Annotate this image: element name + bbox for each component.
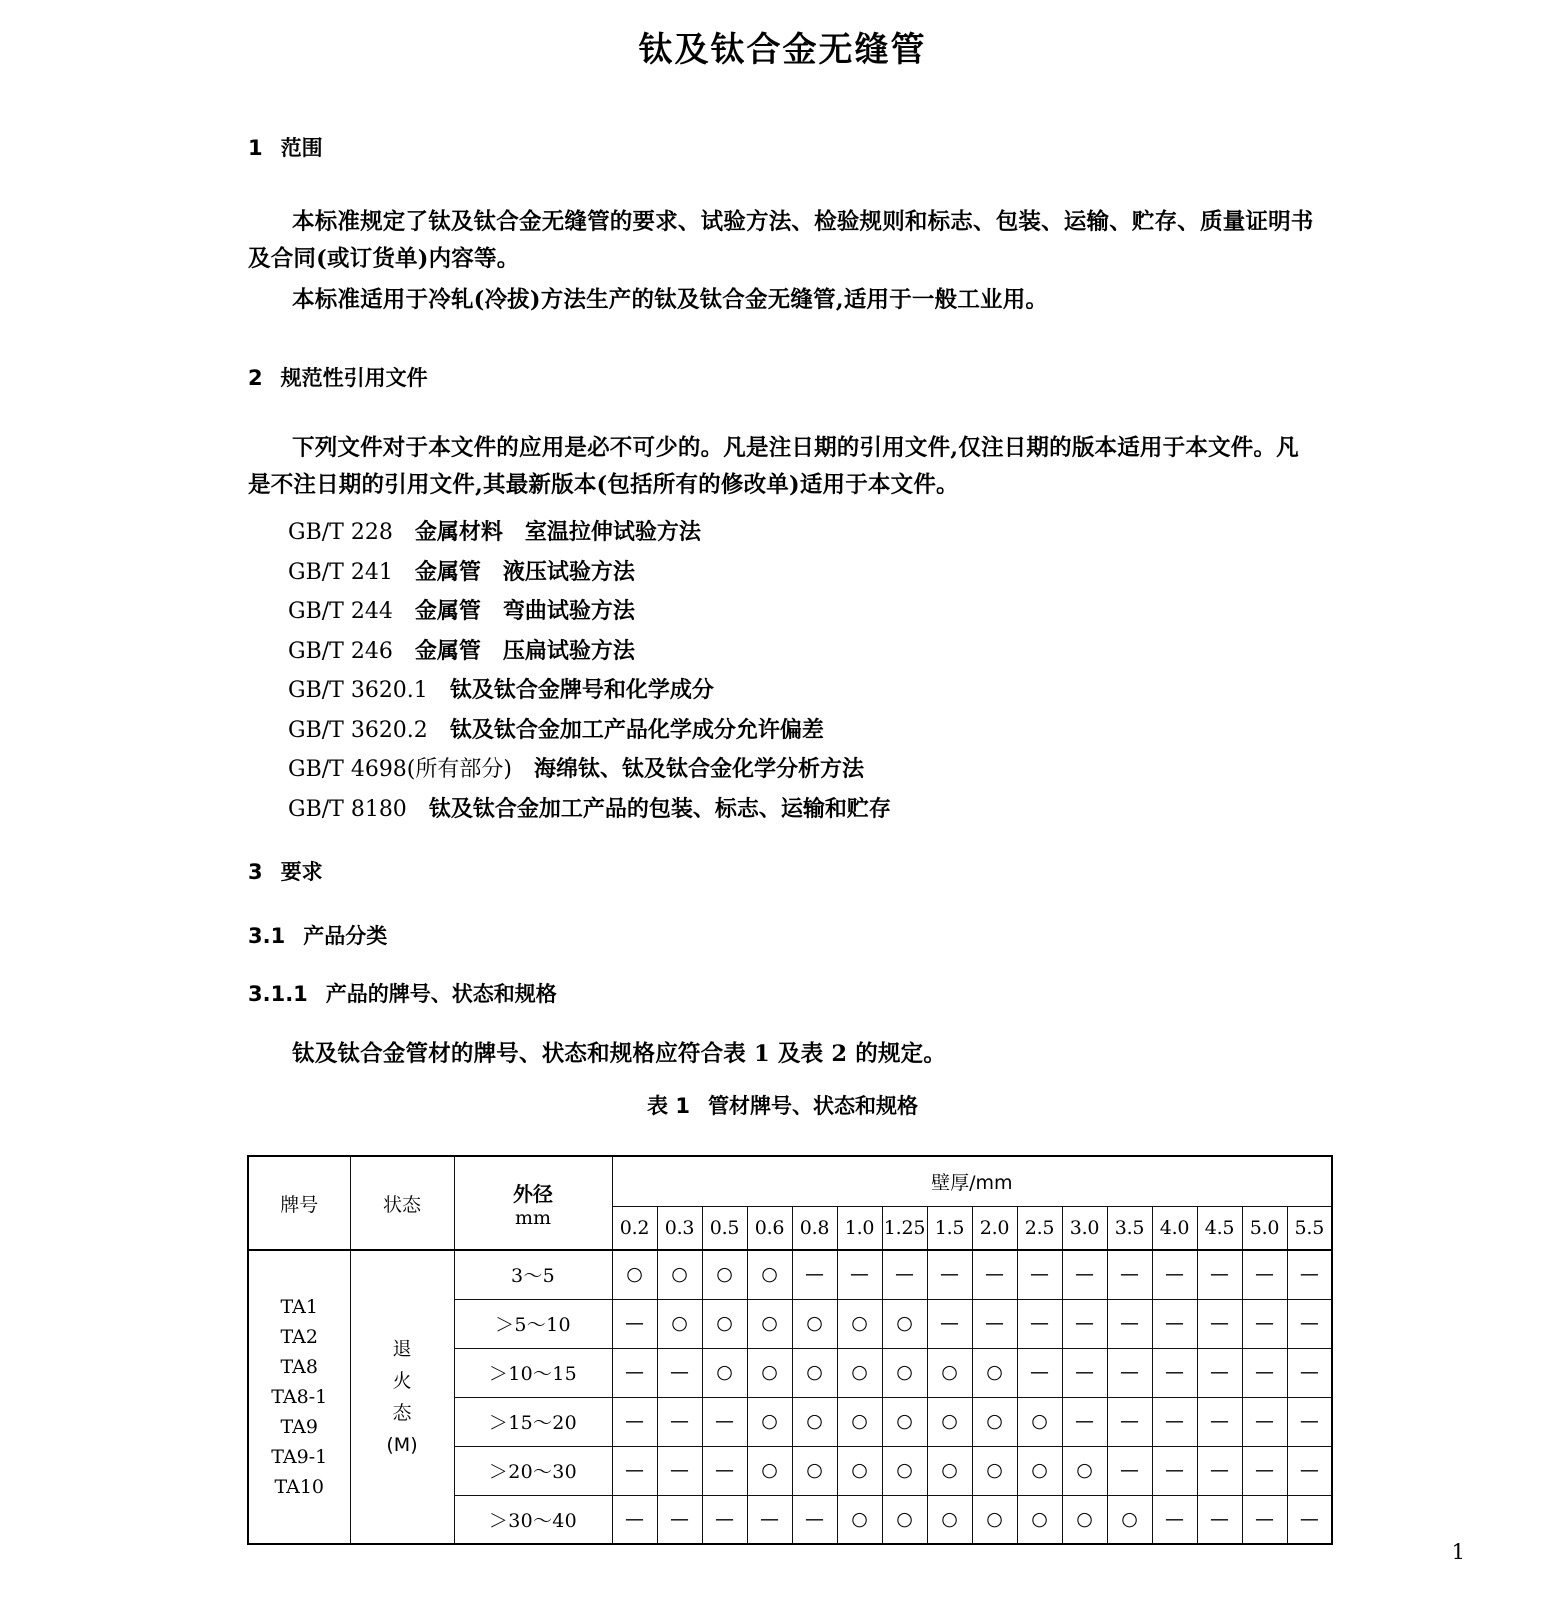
table-caption (0, 1090, 1565, 1120)
list-item (288, 671, 1318, 711)
spec-mark-cell: — (1017, 1299, 1062, 1348)
heading-scope-number: 1 (248, 136, 263, 160)
outer-diameter-cell: ＞10～15 (454, 1348, 612, 1397)
spec-mark-cell: — (1242, 1397, 1287, 1446)
spec-mark-cell: — (702, 1397, 747, 1446)
spec-mark-cell: — (792, 1495, 837, 1544)
spec-mark-cell: — (1287, 1495, 1332, 1544)
outer-diameter-cell: 3～5 (454, 1250, 612, 1299)
table-caption-text: 管材牌号、状态和规格 (707, 1094, 918, 1118)
column-header-grade: 牌号 (248, 1156, 350, 1250)
spec-mark-cell: — (1017, 1250, 1062, 1299)
table-header-row-top (248, 1156, 1332, 1206)
column-header-state: 状态 (350, 1156, 454, 1250)
state-cell (350, 1250, 454, 1544)
spec-mark-cell: — (1062, 1397, 1107, 1446)
spec-mark-cell: ○ (792, 1299, 837, 1348)
heading-31-text: 产品分类 (303, 924, 388, 948)
reference-code: GB/T 241 (288, 559, 393, 585)
spec-table (247, 1155, 1333, 1545)
spec-mark-cell: ○ (612, 1250, 657, 1299)
outer-diameter-cell: ＞15～20 (454, 1397, 612, 1446)
grade-value: TA8-1 (271, 1386, 328, 1408)
reference-name: 金属材料 室温拉伸试验方法 (414, 519, 701, 545)
normative-reference-list (288, 513, 1318, 829)
spec-mark-cell: — (657, 1446, 702, 1495)
heading-requirements-number: 3 (248, 860, 263, 884)
reference-code: GB/T 3620.2 (288, 717, 428, 743)
spec-mark-cell: — (1287, 1299, 1332, 1348)
spec-mark-cell: ○ (747, 1299, 792, 1348)
spec-mark-cell: — (612, 1446, 657, 1495)
spec-mark-cell: — (1287, 1446, 1332, 1495)
spec-mark-cell: — (1017, 1348, 1062, 1397)
reference-code: GB/T 4698(所有部分) (288, 757, 512, 782)
grade-value: TA9-1 (271, 1446, 328, 1468)
spec-mark-cell: — (657, 1397, 702, 1446)
grade-value: TA9 (280, 1416, 318, 1438)
spec-mark-cell: — (747, 1495, 792, 1544)
spec-mark-cell: — (657, 1495, 702, 1544)
spec-mark-cell: — (1062, 1348, 1107, 1397)
spec-mark-cell: — (1197, 1446, 1242, 1495)
reference-name: 金属管 压扁试验方法 (414, 637, 635, 664)
heading-refs-text: 规范性引用文件 (280, 366, 428, 390)
spec-mark-cell: ○ (657, 1299, 702, 1348)
spec-mark-cell: — (1287, 1250, 1332, 1299)
spec-mark-cell: ○ (882, 1397, 927, 1446)
heading-normative-references (248, 362, 428, 392)
spec-mark-cell: — (1197, 1250, 1242, 1299)
spec-mark-cell: ○ (702, 1299, 747, 1348)
table-lead-paragraph: 钛及钛合金管材的牌号、状态和规格应符合表 1 及表 2 的规定。 (292, 1041, 947, 1067)
reference-code: GB/T 244 (288, 599, 393, 624)
spec-mark-cell: — (1197, 1348, 1242, 1397)
reference-name: 海绵钛、钛及钛合金化学分析方法 (534, 756, 865, 782)
spec-mark-cell: ○ (837, 1348, 882, 1397)
references-intro-paragraph: 下列文件对于本文件的应用是必不可少的。凡是注日期的引用文件,仅注日期的版本适用于本文件。凡是不注日期的引用文件,其最新版本(包括所有的修改单)适用于本文件。 (248, 435, 1299, 498)
spec-mark-cell: — (1107, 1299, 1152, 1348)
thickness-header-cell: 3.0 (1062, 1206, 1107, 1250)
table-caption-number: 表 1 (647, 1094, 690, 1118)
outer-diameter-unit: mm (514, 1206, 552, 1229)
thickness-header-cell: 0.3 (657, 1206, 702, 1250)
spec-mark-cell: — (702, 1495, 747, 1544)
spec-mark-cell: — (1062, 1250, 1107, 1299)
spec-mark-cell: — (1242, 1446, 1287, 1495)
spec-mark-cell: — (657, 1348, 702, 1397)
spec-mark-cell: — (972, 1299, 1017, 1348)
thickness-header-cell: 2.5 (1017, 1206, 1062, 1250)
scope-paragraph-2: 本标准适用于冷轧(冷拔)方法生产的钛及钛合金无缝管,适用于一般工业用。 (292, 287, 1049, 313)
spec-mark-cell: ○ (792, 1348, 837, 1397)
spec-mark-cell: — (1152, 1299, 1197, 1348)
thickness-header-cell: 5.0 (1242, 1206, 1287, 1250)
spec-mark-cell: ○ (1062, 1446, 1107, 1495)
thickness-header-cell: 1.0 (837, 1206, 882, 1250)
thickness-header-cell: 5.5 (1287, 1206, 1332, 1250)
spec-mark-cell: ○ (837, 1495, 882, 1544)
spec-mark-cell: — (1107, 1446, 1152, 1495)
spec-mark-cell: ○ (792, 1397, 837, 1446)
page-title: 钛及钛合金无缝管 (638, 30, 927, 70)
spec-mark-cell: ○ (1107, 1495, 1152, 1544)
spec-mark-cell: — (927, 1299, 972, 1348)
spec-mark-cell: — (1152, 1348, 1197, 1397)
thickness-header-cell: 0.6 (747, 1206, 792, 1250)
spec-mark-cell: ○ (747, 1446, 792, 1495)
reference-code: GB/T 228 (288, 520, 393, 545)
grade-value: TA1 (280, 1296, 318, 1318)
spec-mark-cell: — (1242, 1299, 1287, 1348)
thickness-header-cell: 1.5 (927, 1206, 972, 1250)
spec-mark-cell: ○ (747, 1397, 792, 1446)
list-item (288, 553, 1318, 593)
heading-requirements (248, 856, 323, 886)
spec-mark-cell: ○ (837, 1397, 882, 1446)
spec-mark-cell: — (612, 1397, 657, 1446)
spec-mark-cell: ○ (657, 1250, 702, 1299)
list-item (288, 750, 1318, 790)
table-1-container (247, 1155, 1331, 1545)
spec-mark-cell: ○ (882, 1446, 927, 1495)
spec-mark-cell: — (612, 1348, 657, 1397)
spec-mark-cell: ○ (882, 1348, 927, 1397)
reference-name: 钛及钛合金加工产品的包装、标志、运输和贮存 (428, 795, 891, 822)
spec-mark-cell: — (1152, 1495, 1197, 1544)
spec-mark-cell: ○ (1017, 1495, 1062, 1544)
spec-mark-cell: — (1197, 1495, 1242, 1544)
spec-mark-cell: — (1152, 1446, 1197, 1495)
outer-diameter-label: 外径 (513, 1181, 553, 1206)
heading-311-number: 3.1.1 (248, 982, 308, 1006)
list-item (288, 711, 1318, 751)
spec-mark-cell: ○ (882, 1299, 927, 1348)
spec-mark-cell: ○ (972, 1397, 1017, 1446)
list-item (288, 513, 1318, 553)
thickness-header-cell: 0.2 (612, 1206, 657, 1250)
spec-mark-cell: ○ (837, 1446, 882, 1495)
spec-mark-cell: ○ (927, 1446, 972, 1495)
state-char: (M) (386, 1434, 418, 1456)
spec-mark-cell: ○ (702, 1250, 747, 1299)
spec-mark-cell: ○ (747, 1348, 792, 1397)
state-char: 态 (392, 1402, 412, 1424)
heading-scope-text: 范围 (280, 136, 323, 160)
heading-requirements-text: 要求 (280, 860, 323, 884)
heading-31-number: 3.1 (248, 924, 286, 948)
thickness-header-cell: 3.5 (1107, 1206, 1152, 1250)
grade-list-cell (248, 1250, 350, 1544)
thickness-header-cell: 2.0 (972, 1206, 1017, 1250)
heading-grade-state-spec (248, 978, 557, 1008)
spec-mark-cell: — (1242, 1348, 1287, 1397)
reference-code: GB/T 3620.1 (288, 678, 428, 703)
thickness-header-cell: 0.8 (792, 1206, 837, 1250)
spec-mark-cell: — (1107, 1397, 1152, 1446)
reference-name: 钛及钛合金牌号和化学成分 (449, 677, 714, 703)
reference-name: 金属管 弯曲试验方法 (414, 598, 635, 624)
spec-mark-cell: — (1152, 1397, 1197, 1446)
column-header-wall-thickness: 壁厚/mm (612, 1156, 1332, 1206)
spec-mark-cell: — (882, 1250, 927, 1299)
spec-mark-cell: — (972, 1250, 1017, 1299)
spec-mark-cell: ○ (927, 1495, 972, 1544)
spec-mark-cell: ○ (1017, 1397, 1062, 1446)
reference-code: GB/T 8180 (288, 796, 407, 822)
state-char: 火 (392, 1370, 412, 1392)
spec-mark-cell: ○ (882, 1495, 927, 1544)
heading-scope (248, 132, 323, 162)
spec-mark-cell: — (1242, 1495, 1287, 1544)
spec-mark-cell: — (1107, 1348, 1152, 1397)
heading-refs-number: 2 (248, 366, 263, 390)
spec-mark-cell: ○ (792, 1446, 837, 1495)
thickness-header-cell: 1.25 (882, 1206, 927, 1250)
list-item (288, 632, 1318, 672)
list-item (288, 790, 1318, 830)
outer-diameter-cell: ＞20～30 (454, 1446, 612, 1495)
spec-mark-cell: — (1287, 1348, 1332, 1397)
spec-mark-cell: — (1107, 1250, 1152, 1299)
spec-mark-cell: — (1152, 1250, 1197, 1299)
outer-diameter-cell: ＞30～40 (454, 1495, 612, 1544)
spec-mark-cell: ○ (927, 1397, 972, 1446)
outer-diameter-cell: ＞5～10 (454, 1299, 612, 1348)
thickness-header-cell: 4.5 (1197, 1206, 1242, 1250)
spec-mark-cell: — (927, 1250, 972, 1299)
spec-mark-cell: — (1197, 1299, 1242, 1348)
page-number: 1 (1451, 1540, 1465, 1564)
spec-mark-cell: — (792, 1250, 837, 1299)
spec-mark-cell: ○ (972, 1348, 1017, 1397)
spec-mark-cell: ○ (1062, 1495, 1107, 1544)
grade-value: TA2 (280, 1326, 318, 1348)
spec-mark-cell: ○ (702, 1348, 747, 1397)
grade-value: TA8 (280, 1356, 318, 1378)
reference-name: 钛及钛合金加工产品化学成分允许偏差 (449, 716, 824, 743)
spec-mark-cell: ○ (1017, 1446, 1062, 1495)
spec-mark-cell: — (702, 1446, 747, 1495)
thickness-header-cell: 0.5 (702, 1206, 747, 1250)
table-row (248, 1250, 1332, 1299)
thickness-header-cell: 4.0 (1152, 1206, 1197, 1250)
state-char: 退 (392, 1338, 412, 1360)
spec-mark-cell: — (1062, 1299, 1107, 1348)
heading-product-classification (248, 920, 387, 950)
grade-value: TA10 (274, 1476, 325, 1498)
list-item (288, 592, 1318, 632)
spec-mark-cell: — (612, 1495, 657, 1544)
spec-mark-cell: ○ (837, 1299, 882, 1348)
spec-mark-cell: — (1242, 1250, 1287, 1299)
spec-mark-cell: — (612, 1299, 657, 1348)
spec-mark-cell: ○ (927, 1348, 972, 1397)
spec-mark-cell: — (1287, 1397, 1332, 1446)
reference-name: 金属管 液压试验方法 (414, 558, 635, 585)
reference-code: GB/T 246 (288, 638, 393, 664)
heading-311-text: 产品的牌号、状态和规格 (325, 982, 557, 1006)
spec-mark-cell: — (837, 1250, 882, 1299)
spec-mark-cell: ○ (747, 1250, 792, 1299)
spec-mark-cell: ○ (972, 1495, 1017, 1544)
column-header-outer-diameter (454, 1156, 612, 1250)
scope-paragraph-1: 本标准规定了钛及钛合金无缝管的要求、试验方法、检验规则和标志、包装、运输、贮存、质量证明书及合同(或订货单)内容等。 (248, 209, 1314, 272)
spec-mark-cell: ○ (972, 1446, 1017, 1495)
spec-mark-cell: — (1197, 1397, 1242, 1446)
